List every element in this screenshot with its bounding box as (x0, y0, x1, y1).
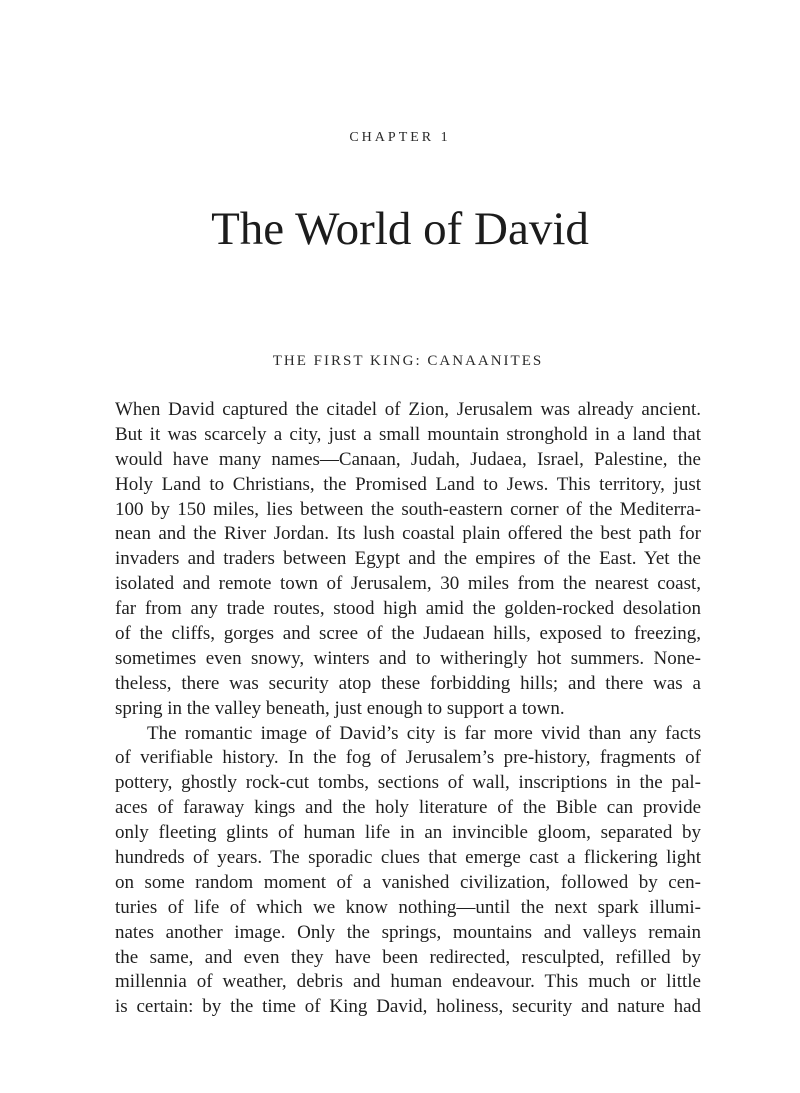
paragraph-first-line: The romantic image of David’s city is far more vivid than any facts (147, 722, 701, 744)
text-line: far from any trade routes, stood high amid the golden-rocked desolation (115, 598, 701, 620)
chapter-title: The World of David (211, 203, 589, 255)
text-line: of the cliffs, gorges and scree of the Judaean hills, exposed to freezing, (115, 623, 701, 645)
text-line: only fleeting glints of human life in an invincible gloom, separated by (115, 822, 701, 844)
text-line: the same, and even they have been redirected, resculpted, refilled by (115, 946, 701, 968)
text-line: theless, there was security atop these forbidding hills; and there was a (115, 672, 701, 694)
text-line: But it was scarcely a city, just a small mountain stronghold in a land that (115, 423, 701, 445)
text-line: aces of faraway kings and the holy literature of the Bible can provide (115, 797, 701, 819)
text-line: invaders and traders between Egypt and the empires of the East. Yet the (115, 548, 701, 570)
text-line: on some random moment of a vanished civilization, followed by cen- (115, 871, 701, 893)
body-text (115, 398, 701, 1020)
text-line: nates another image. Only the springs, mountains and valleys remain (115, 921, 701, 943)
text-line: turies of life of which we know nothing—until the next spark illumi- (115, 896, 701, 918)
paragraph-last-line: spring in the valley beneath, just enough to support a town. (115, 697, 565, 719)
text-line: sometimes even snowy, winters and to witheringly hot summers. None- (115, 647, 701, 669)
text-line: is certain: by the time of King David, holiness, security and nature had (115, 996, 701, 1018)
text-line: When David captured the citadel of Zion, Jerusalem was already ancient. (115, 399, 701, 420)
text-line: hundreds of years. The sporadic clues that emerge cast a flickering light (115, 847, 701, 869)
text-line: Holy Land to Christians, the Promised Land to Jews. This territory, just (115, 473, 701, 495)
chapter-label: CHAPTER 1 (349, 130, 451, 145)
text-line: 100 by 150 miles, lies between the south-eastern corner of the Mediterra- (115, 498, 701, 520)
text-line: would have many names—Canaan, Judah, Judaea, Israel, Palestine, the (115, 448, 701, 470)
text-line: millennia of weather, debris and human endeavour. This much or little (115, 971, 701, 993)
section-heading: THE FIRST KING: CANAANITES (272, 353, 544, 369)
text-line: pottery, ghostly rock-cut tombs, sections of wall, inscriptions in the pal- (115, 772, 701, 794)
text-line: nean and the River Jordan. Its lush coastal plain offered the best path for (115, 523, 701, 545)
text-line: of verifiable history. In the fog of Jerusalem’s pre-history, fragments of (115, 747, 701, 769)
text-line: isolated and remote town of Jerusalem, 30 miles from the nearest coast, (115, 573, 701, 595)
